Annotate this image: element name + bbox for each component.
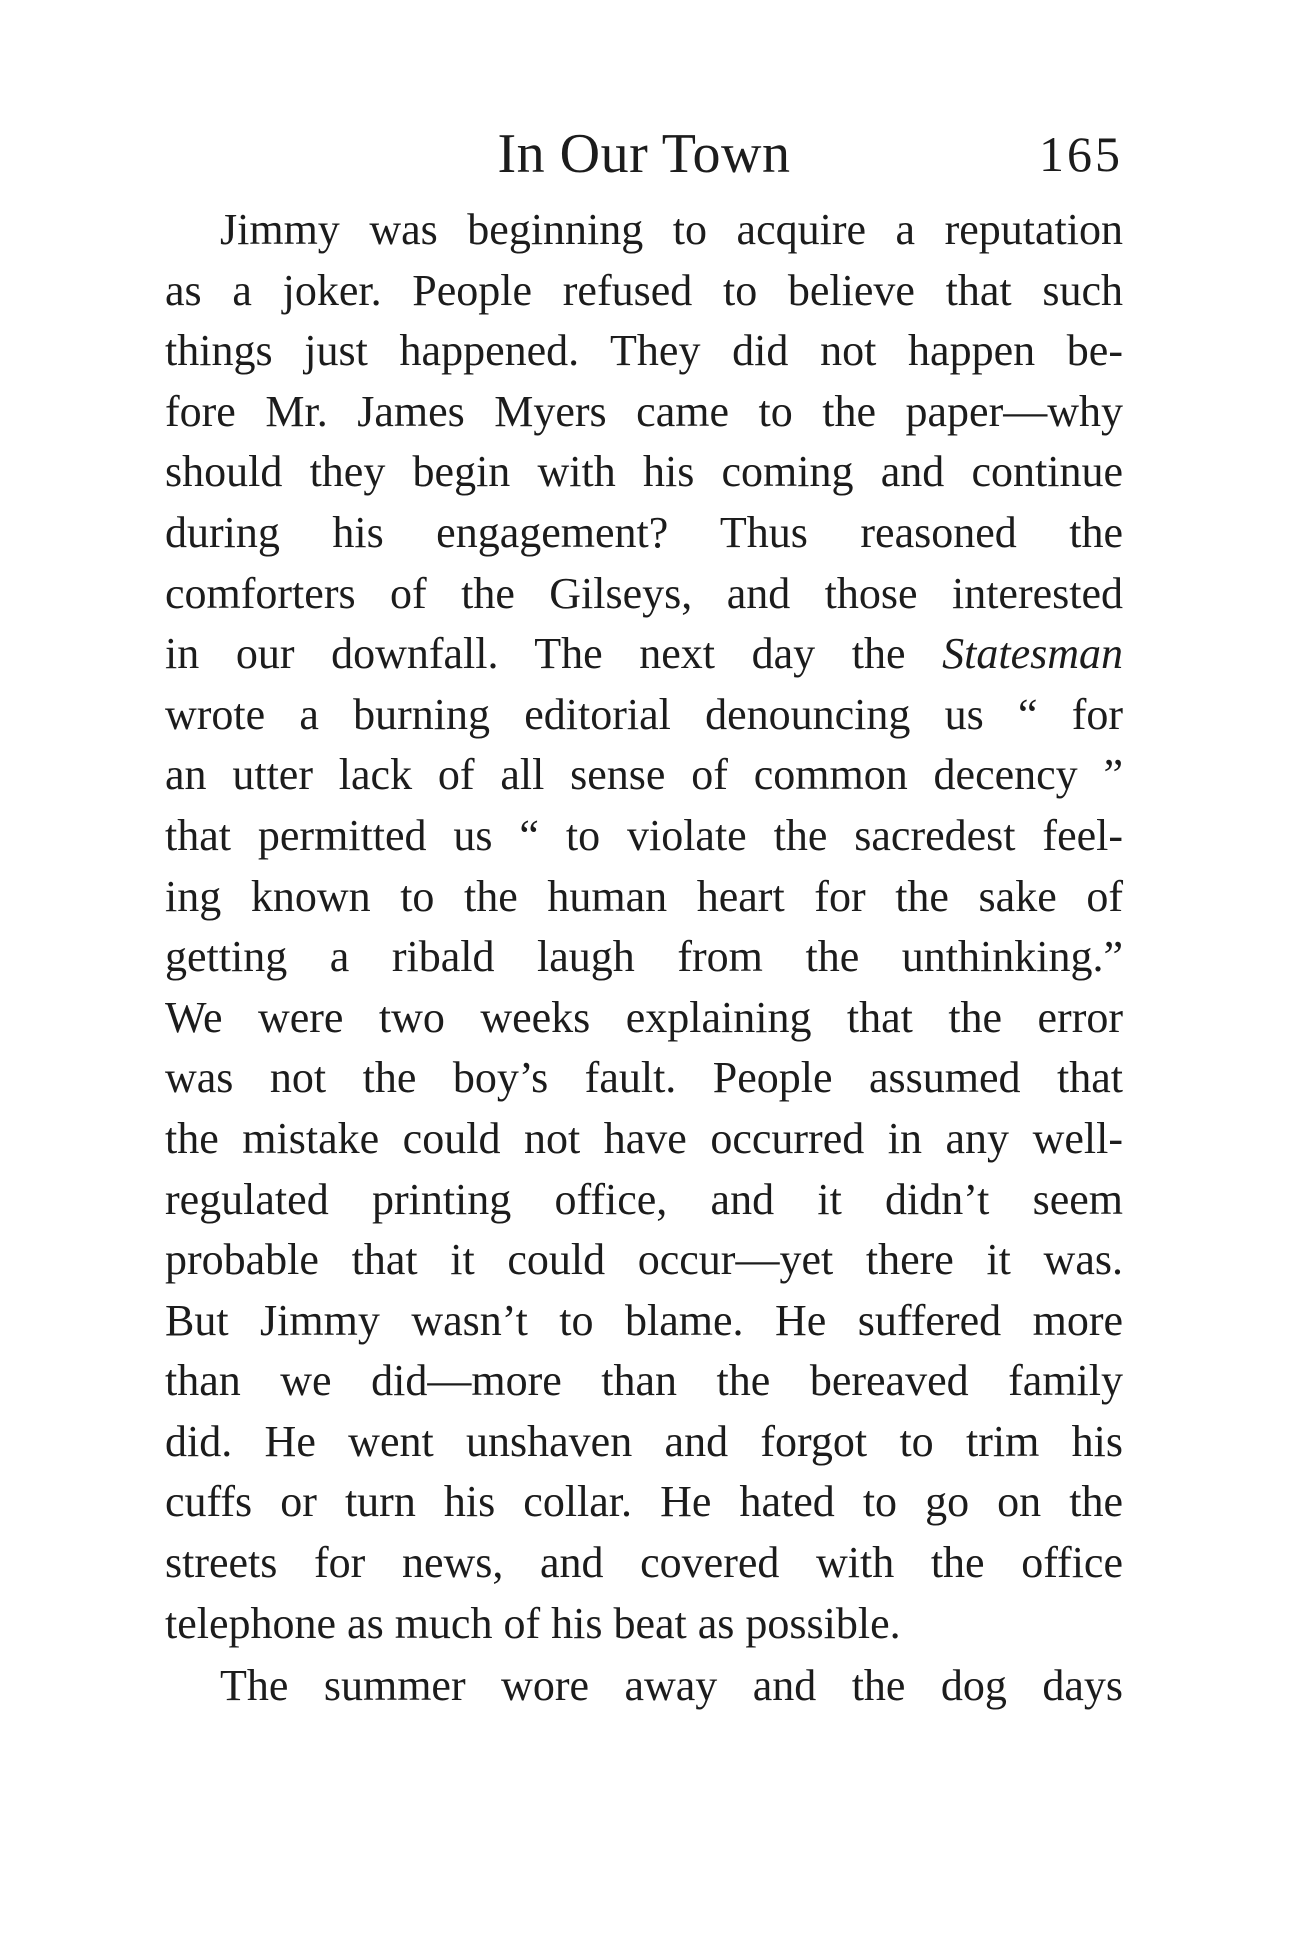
text-line: probable that it could occur—yet there it was. — [165, 1235, 1123, 1285]
text-line: did. He went unshaven and forgot to trim his — [165, 1416, 1123, 1466]
page-number: 165 — [1039, 126, 1123, 182]
text-line: wrote a burning editorial denouncing us “ for — [165, 689, 1123, 739]
text-line: as a joker. People refused to believe that such — [165, 265, 1123, 315]
text-line: that permitted us “ to violate the sacredest feel- — [165, 810, 1123, 860]
text-line: comforters of the Gilseys, and those interested — [165, 568, 1123, 618]
text-line: But Jimmy wasn’t to blame. He suffered more — [165, 1295, 1123, 1345]
text-line: things just happened. They did not happen be- — [165, 326, 1123, 376]
text-line: during his engagement? Thus reasoned the — [165, 507, 1123, 557]
running-title: In Our Town — [497, 123, 791, 185]
text-line: We were two weeks explaining that the error — [165, 992, 1123, 1042]
text-line: the mistake could not have occurred in any well- — [165, 1113, 1123, 1163]
text-line: The summer wore away and the dog days — [220, 1661, 1123, 1711]
text-span: in our downfall. The next day the — [165, 629, 906, 679]
text-line: an utter lack of all sense of common decency ” — [165, 750, 1123, 800]
text-line: getting a ribald laugh from the unthinking.” — [165, 932, 1123, 982]
text-line: was not the boy’s fault. People assumed that — [165, 1053, 1123, 1103]
newspaper-name: Statesman — [942, 629, 1124, 679]
text-line: than we did—more than the bereaved family — [165, 1356, 1123, 1406]
body-text — [165, 200, 1123, 1717]
text-line: fore Mr. James Myers came to the paper—why — [165, 386, 1123, 436]
text-line: regulated printing office, and it didn’t seem — [165, 1174, 1123, 1224]
running-head — [165, 122, 1123, 186]
text-line: telephone as much of his beat as possible. — [165, 1598, 901, 1648]
text-line: cuffs or turn his collar. He hated to go on the — [165, 1477, 1123, 1527]
text-line: Jimmy was beginning to acquire a reputation — [220, 205, 1123, 254]
text-line: should they begin with his coming and continue — [165, 447, 1123, 497]
text-line: ing known to the human heart for the sake of — [165, 871, 1123, 921]
text-line: streets for news, and covered with the office — [165, 1538, 1123, 1588]
text-line — [165, 624, 1123, 685]
